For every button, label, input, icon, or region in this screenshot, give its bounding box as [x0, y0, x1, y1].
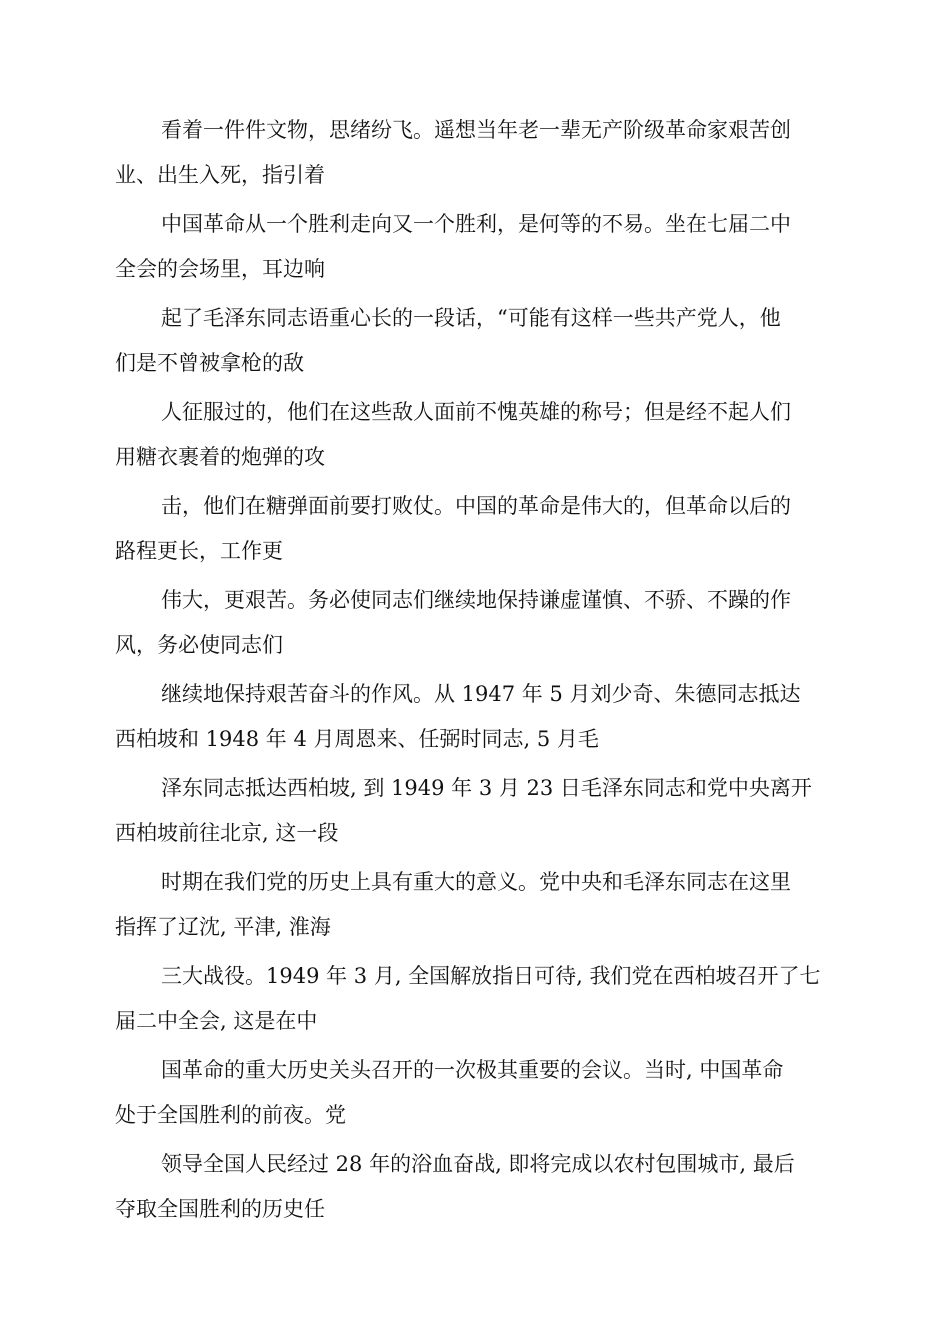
paragraph-line: 届二中全会, 这是在中	[115, 1009, 318, 1033]
body-text	[115, 108, 835, 1236]
paragraph-line: 起了毛泽东同志语重心长的一段话，“可能有这样一些共产党人，他	[161, 306, 781, 330]
paragraph	[115, 578, 835, 668]
paragraph-line: 业、出生入死，指引着	[115, 163, 325, 187]
paragraph-line: 看着一件件文物，思绪纷飞。遥想当年老一辈无产阶级革命家艰苦创	[161, 118, 791, 142]
paragraph-line: 全会的会场里，耳边响	[115, 257, 325, 281]
paragraph-line: 们是不曾被拿枪的敌	[115, 351, 304, 375]
paragraph	[115, 484, 835, 574]
paragraph-line: 路程更长，工作更	[115, 539, 283, 563]
paragraph-line: 时期在我们党的历史上具有重大的意义。党中央和毛泽东同志在这里	[161, 870, 791, 894]
paragraph-line: 中国革命从一个胜利走向又一个胜利，是何等的不易。坐在七届二中	[161, 212, 791, 236]
paragraph	[115, 390, 835, 480]
paragraph-line: 伟大，更艰苦。务必使同志们继续地保持谦虚谨慎、不骄、不躁的作	[161, 588, 791, 612]
paragraph	[115, 1048, 835, 1138]
paragraph	[115, 860, 835, 950]
paragraph	[115, 202, 835, 292]
paragraph-line: 处于全国胜利的前夜。党	[115, 1103, 346, 1127]
paragraph-line: 用糖衣裹着的炮弹的攻	[115, 445, 325, 469]
paragraph-line: 西柏坡和 1948 年 4 月周恩来、任弼时同志, 5 月毛	[115, 727, 599, 751]
paragraph-line: 三大战役。1949 年 3 月, 全国解放指日可待, 我们党在西柏坡召开了七	[161, 964, 821, 988]
paragraph-line: 风，务必使同志们	[115, 633, 283, 657]
paragraph-line: 国革命的重大历史关头召开的一次极其重要的会议。当时, 中国革命	[161, 1058, 784, 1082]
paragraph-line: 人征服过的，他们在这些敌人面前不愧英雄的称号；但是经不起人们	[161, 400, 791, 424]
paragraph	[115, 296, 835, 386]
paragraph	[115, 954, 835, 1044]
paragraph-line: 击，他们在糖弹面前要打败仗。中国的革命是伟大的，但革命以后的	[161, 494, 791, 518]
paragraph-line: 夺取全国胜利的历史任	[115, 1197, 325, 1221]
paragraph-line: 泽东同志抵达西柏坡, 到 1949 年 3 月 23 日毛泽东同志和党中央离开	[161, 776, 812, 800]
paragraph-line: 西柏坡前往北京, 这一段	[115, 821, 339, 845]
paragraph-line: 指挥了辽沈, 平津, 淮海	[115, 915, 331, 939]
paragraph	[115, 672, 835, 762]
paragraph	[115, 766, 835, 856]
paragraph	[115, 1142, 835, 1232]
paragraph	[115, 108, 835, 198]
paragraph-line: 领导全国人民经过 28 年的浴血奋战, 即将完成以农村包围城市, 最后	[161, 1152, 795, 1176]
paragraph-line: 继续地保持艰苦奋斗的作风。从 1947 年 5 月刘少奇、朱德同志抵达	[161, 682, 801, 706]
